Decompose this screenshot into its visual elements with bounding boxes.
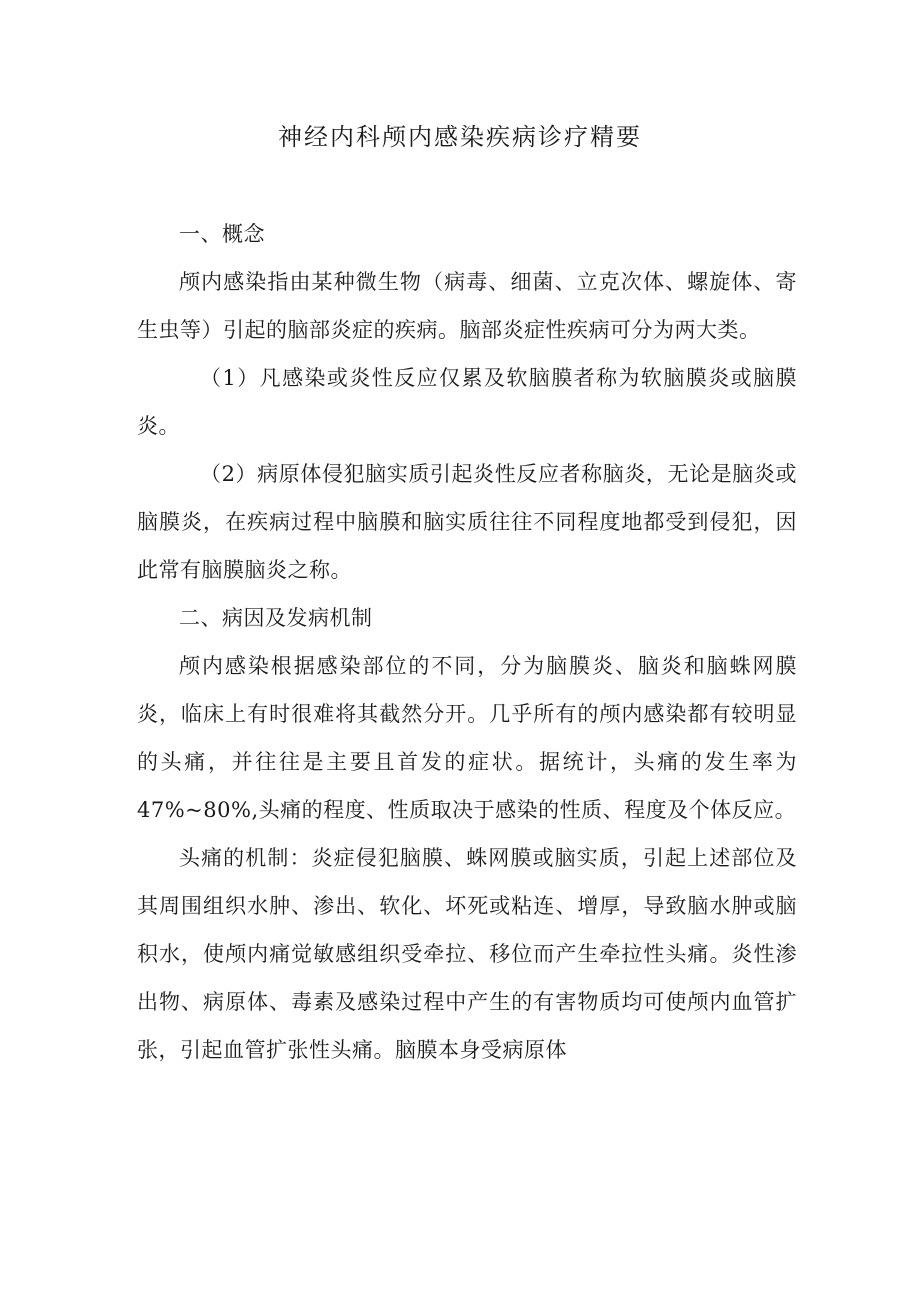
section-heading-concept: 一、概念	[179, 222, 265, 246]
paragraph-definition: 颅内感染指由某种微生物（病毒、细菌、立克次体、螺旋体、寄生虫等）引起的脑部炎症的疾病。脑部炎症性疾病可分为两大类。	[137, 270, 797, 342]
document-title: 神经内科颅内感染疾病诊疗精要	[278, 123, 642, 151]
paragraph-headache-mechanism: 头痛的机制：炎症侵犯脑膜、蛛网膜或脑实质，引起上述部位及其周围组织水肿、渗出、软化、坏死或粘连、增厚，导致脑水肿或脑积水，使颅内痛觉敏感组织受牵拉、移位而产生牵拉性头痛。炎性渗出物、病原体、毒素及感染过程中产生的有害物质均可使颅内血管扩张，引起血管扩张性头痛。脑膜本身受病原体	[137, 846, 797, 1062]
list-item-meningitis: （1）凡感染或炎性反应仅累及软脑膜者称为软脑膜炎或脑膜炎。	[137, 366, 797, 438]
paragraph-classification: 颅内感染根据感染部位的不同，分为脑膜炎、脑炎和脑蛛网膜炎，临床上有时很难将其截然分开。几乎所有的颅内感染都有较明显的头痛，并往往是主要且首发的症状。据统计，头痛的发生率为47%~80%,头痛的程度、性质取决于感染的性质、程度及个体反应。	[137, 654, 797, 822]
list-item-encephalitis: （2）病原体侵犯脑实质引起炎性反应者称脑炎，无论是脑炎或脑膜炎，在疾病过程中脑膜和脑实质往往不同程度地都受到侵犯，因此常有脑膜脑炎之称。	[137, 462, 797, 582]
document-body	[137, 210, 797, 1074]
section-heading-etiology: 二、病因及发病机制	[179, 606, 373, 630]
